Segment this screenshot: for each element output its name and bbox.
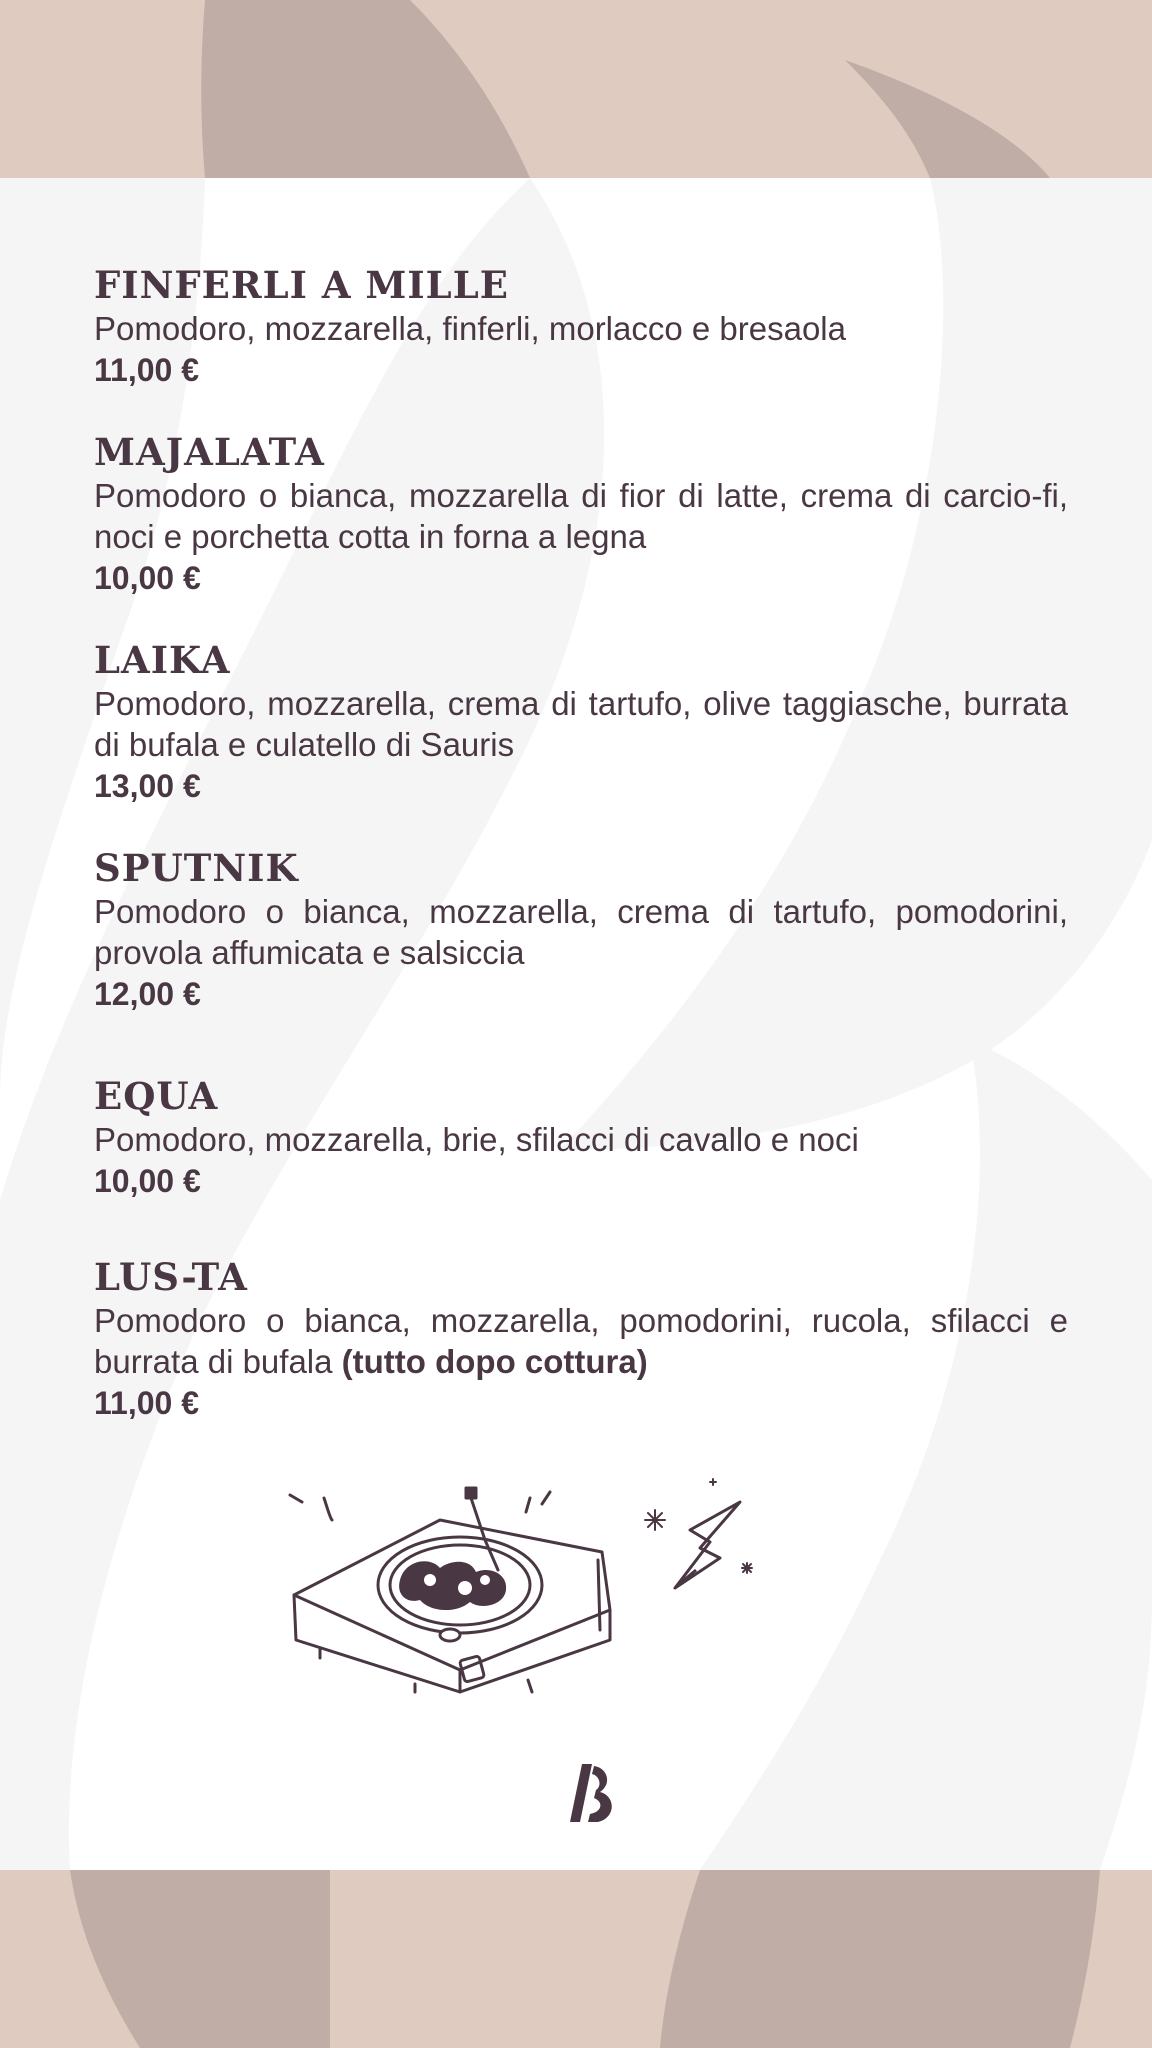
item-name: MAJALATA bbox=[94, 430, 325, 474]
item-price: 10,00 € bbox=[94, 560, 201, 596]
brand-b-logo-icon bbox=[568, 1762, 620, 1824]
lightning-bolt-icon bbox=[675, 1502, 740, 1588]
item-name: FINFERLI A MILLE bbox=[94, 263, 509, 307]
item-name: LUS-TA bbox=[94, 1255, 248, 1299]
pizza-turntable-icon bbox=[280, 1470, 820, 1710]
item-price: 11,00 € bbox=[94, 352, 199, 388]
item-description-bold: (tutto dopo cottura) bbox=[341, 1343, 648, 1380]
item-description-text: Pomodoro o bianca, mozzarella, pomodorini, rucola, sfilacci e burrata di bufala bbox=[94, 1302, 1068, 1380]
item-name: SPUTNIK bbox=[94, 846, 299, 890]
item-price: 11,00 € bbox=[94, 1385, 199, 1421]
menu-item-lus-ta bbox=[94, 1254, 1068, 1424]
item-description: Pomodoro, mozzarella, finferli, morlacco e bresaola bbox=[94, 310, 846, 347]
item-name: EQUA bbox=[94, 1074, 219, 1118]
item-description: Pomodoro o bianca, mozzarella di fior di latte, crema di carcio-fi, noci e porchetta cotta in forna a legna bbox=[94, 477, 1068, 555]
item-price: 12,00 € bbox=[94, 976, 201, 1012]
item-description: Pomodoro, mozzarella, brie, sfilacci di cavallo e noci bbox=[94, 1121, 859, 1158]
menu-item-sputnik bbox=[94, 845, 1068, 1015]
item-price: 13,00 € bbox=[94, 768, 201, 804]
item-description bbox=[94, 1300, 1068, 1382]
menu-item-equa bbox=[94, 1073, 1068, 1202]
item-name: LAIKA bbox=[94, 638, 231, 682]
menu-item-majalata bbox=[94, 429, 1068, 599]
menu-list bbox=[94, 262, 1068, 1462]
menu-item-finferli bbox=[94, 262, 1068, 391]
item-description: Pomodoro o bianca, mozzarella, crema di tartufo, pomodorini, provola affumicata e salsiccia bbox=[94, 893, 1068, 971]
menu-item-laika bbox=[94, 637, 1068, 807]
item-description: Pomodoro, mozzarella, crema di tartufo, olive taggiasche, burrata di bufala e culatello di Sauris bbox=[94, 685, 1068, 763]
item-price: 10,00 € bbox=[94, 1163, 201, 1199]
